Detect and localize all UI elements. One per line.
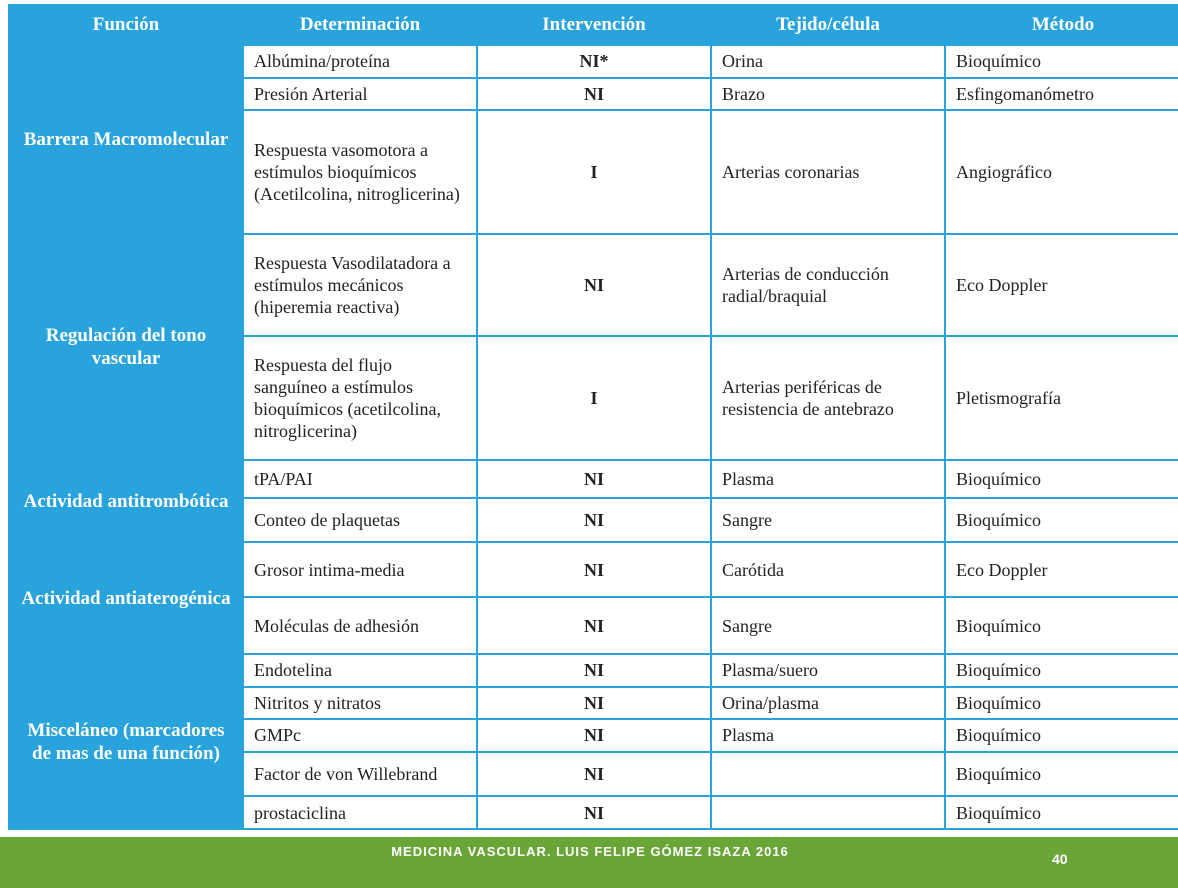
table-row xyxy=(10,235,1178,335)
determinacion-cell: Conteo de plaquetas xyxy=(244,499,476,542)
intervencion-cell: NI* xyxy=(478,46,710,77)
table-row xyxy=(10,46,1178,77)
tejido-cell: Sangre xyxy=(712,499,944,542)
intervencion-cell: NI xyxy=(478,753,710,796)
footer-citation: MEDICINA VASCULAR. LUIS FELIPE GÓMEZ ISAZA 2016 xyxy=(391,844,789,859)
intervencion-cell: NI xyxy=(478,797,710,828)
tejido-cell: Orina xyxy=(712,46,944,77)
intervencion-cell: I xyxy=(478,111,710,233)
metodo-cell: Eco Doppler xyxy=(946,543,1178,596)
table-row xyxy=(10,655,1178,686)
endothelial-function-table xyxy=(8,4,1178,830)
table-body xyxy=(10,46,1178,828)
metodo-cell: Bioquímico xyxy=(946,46,1178,77)
determinacion-cell: Endotelina xyxy=(244,655,476,686)
determinacion-cell: GMPc xyxy=(244,720,476,751)
determinacion-cell: Respuesta vasomotora a estímulos bioquímicos (Acetilcolina, nitroglicerina) xyxy=(244,111,476,233)
metodo-cell: Pletismografía xyxy=(946,337,1178,459)
tejido-cell: Brazo xyxy=(712,79,944,110)
metodo-cell: Bioquímico xyxy=(946,655,1178,686)
intervencion-cell: NI xyxy=(478,598,710,653)
tejido-cell: Plasma xyxy=(712,461,944,497)
funcion-cell: Actividad antiaterogénica xyxy=(10,543,242,653)
header-funcion: Función xyxy=(10,6,242,44)
funcion-cell: Barrera Macromolecular xyxy=(10,46,242,233)
metodo-cell: Bioquímico xyxy=(946,720,1178,751)
header-intervencion: Intervención xyxy=(478,6,710,44)
tejido-cell: Arterias periféricas de resistencia de antebrazo xyxy=(712,337,944,459)
metodo-cell: Bioquímico xyxy=(946,499,1178,542)
metodo-cell: Bioquímico xyxy=(946,688,1178,719)
header-tejido: Tejido/célula xyxy=(712,6,944,44)
tejido-cell: Plasma/suero xyxy=(712,655,944,686)
page-number: 40 xyxy=(1052,851,1068,867)
tejido-cell: Plasma xyxy=(712,720,944,751)
tejido-cell: Orina/plasma xyxy=(712,688,944,719)
tejido-cell xyxy=(712,753,944,796)
metodo-cell: Angiográfico xyxy=(946,111,1178,233)
determinacion-cell: Presión Arterial xyxy=(244,79,476,110)
determinacion-cell: Nitritos y nitratos xyxy=(244,688,476,719)
determinacion-cell: tPA/PAI xyxy=(244,461,476,497)
tejido-cell xyxy=(712,797,944,828)
table-row xyxy=(10,543,1178,596)
determinacion-cell: Respuesta del flujo sanguíneo a estímulos bioquímicos (acetilcolina, nitroglicerina) xyxy=(244,337,476,459)
determinacion-cell: Moléculas de adhesión xyxy=(244,598,476,653)
intervencion-cell: NI xyxy=(478,655,710,686)
intervencion-cell: NI xyxy=(478,499,710,542)
tejido-cell: Arterias de conducción radial/braquial xyxy=(712,235,944,335)
tejido-cell: Carótida xyxy=(712,543,944,596)
table-row xyxy=(10,461,1178,497)
metodo-cell: Esfingomanómetro xyxy=(946,79,1178,110)
funcion-cell: Regulación del tono vascular xyxy=(10,235,242,459)
metodo-cell: Eco Doppler xyxy=(946,235,1178,335)
intervencion-cell: I xyxy=(478,337,710,459)
funcion-cell: Misceláneo (marcadores de mas de una función) xyxy=(10,655,242,828)
intervencion-cell: NI xyxy=(478,543,710,596)
determinacion-cell: Albúmina/proteína xyxy=(244,46,476,77)
intervencion-cell: NI xyxy=(478,688,710,719)
determinacion-cell: prostaciclina xyxy=(244,797,476,828)
metodo-cell: Bioquímico xyxy=(946,753,1178,796)
metodo-cell: Bioquímico xyxy=(946,461,1178,497)
determinacion-cell: Respuesta Vasodilatadora a estímulos mecánicos (hiperemia reactiva) xyxy=(244,235,476,335)
header-row xyxy=(10,6,1178,44)
metodo-cell: Bioquímico xyxy=(946,598,1178,653)
header-determinacion: Determinación xyxy=(244,6,476,44)
funcion-cell: Actividad antitrombótica xyxy=(10,461,242,541)
intervencion-cell: NI xyxy=(478,235,710,335)
intervencion-cell: NI xyxy=(478,461,710,497)
data-table xyxy=(8,4,1178,830)
header-metodo: Método xyxy=(946,6,1178,44)
footer-bar xyxy=(0,837,1178,888)
determinacion-cell: Factor de von Willebrand xyxy=(244,753,476,796)
determinacion-cell: Grosor intima-media xyxy=(244,543,476,596)
metodo-cell: Bioquímico xyxy=(946,797,1178,828)
tejido-cell: Arterias coronarias xyxy=(712,111,944,233)
intervencion-cell: NI xyxy=(478,79,710,110)
tejido-cell: Sangre xyxy=(712,598,944,653)
intervencion-cell: NI xyxy=(478,720,710,751)
